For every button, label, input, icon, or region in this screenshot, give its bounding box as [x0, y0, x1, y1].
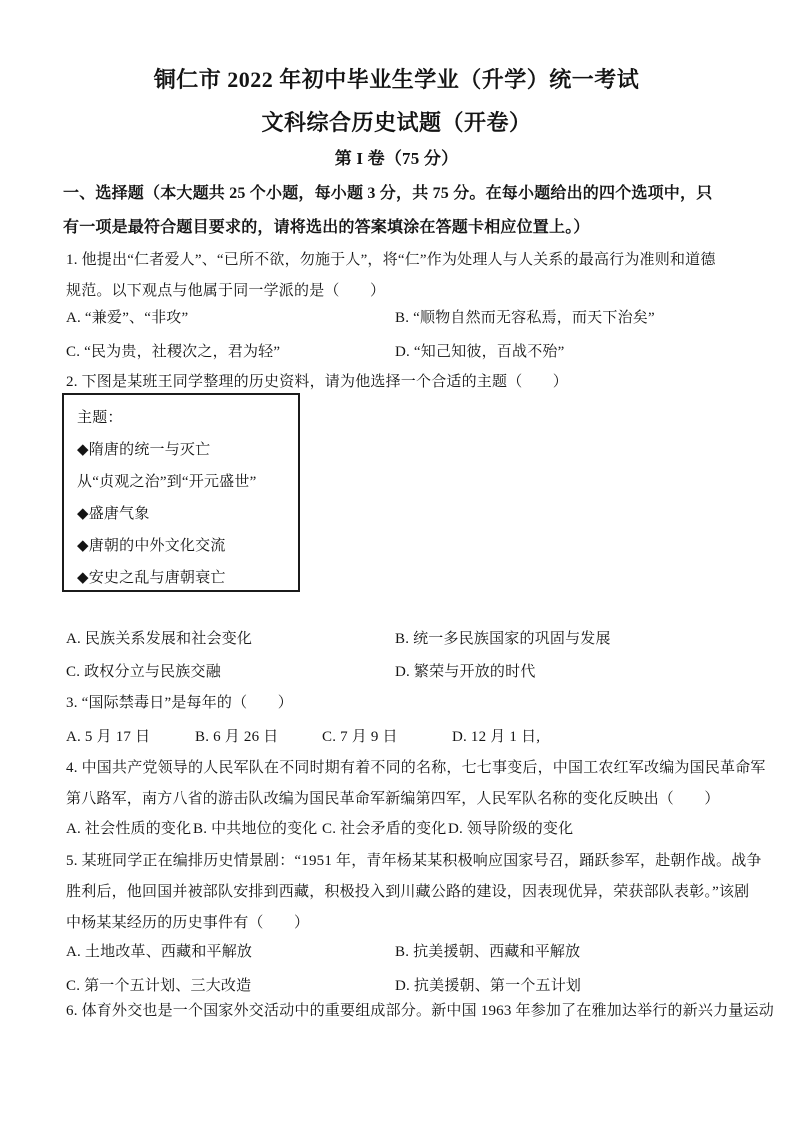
q1-option-d: D. “知己知彼，百战不殆” — [395, 344, 565, 360]
section-instructions-line-1: 一、选择题（本大题共 25 个小题，每小题 3 分，共 75 分。在每小题给出的四个选项中，只 — [63, 185, 713, 202]
q5-options-row-1 — [66, 942, 728, 962]
q4-stem-line-1: 4. 中国共产党领导的人民军队在不同时期有着不同的名称，七七事变后，中国工农红军改编为国民革命军 — [66, 760, 766, 776]
q4-option-d: D. 领导阶级的变化 — [448, 821, 574, 837]
q2-box-item-2: 从“贞观之治”到“开元盛世” — [77, 474, 257, 490]
q5-options-row-2 — [66, 976, 728, 996]
q5-option-b: B. 抗美援朝、西藏和平解放 — [395, 944, 581, 960]
q1-option-c: C. “民为贵，社稷次之，君为轻” — [66, 344, 281, 360]
exam-title: 铜仁市 2022 年初中毕业生学业（升学）统一考试 — [153, 67, 640, 92]
q4-option-c: C. 社会矛盾的变化 — [322, 821, 447, 837]
q4-options-row — [66, 819, 728, 839]
q2-box-item-1: ◆隋唐的统一与灭亡 — [77, 442, 211, 458]
q2-option-a: A. 民族关系发展和社会变化 — [66, 631, 253, 647]
q3-options-row — [66, 727, 728, 747]
q2-stem: 2. 下图是某班王同学整理的历史资料，请为他选择一个合适的主题（ ） — [66, 374, 569, 390]
q3-stem: 3. “国际禁毒日”是每年的（ ） — [66, 695, 293, 711]
q1-options-row-2 — [66, 342, 728, 362]
q4-stem-line-2: 第八路军，南方八省的游击队改编为国民革命军新编第四军，人民军队名称的变化反映出（ ） — [66, 791, 720, 807]
q5-option-a: A. 土地改革、西藏和平解放 — [66, 944, 253, 960]
q2-option-d: D. 繁荣与开放的时代 — [395, 664, 536, 680]
q2-options-row-2 — [66, 662, 728, 682]
q5-stem-line-3: 中杨某某经历的历史事件有（ ） — [66, 915, 310, 931]
q5-option-d: D. 抗美援朝、第一个五计划 — [395, 978, 582, 994]
section-instructions-line-2: 有一项是最符合题目要求的，请将选出的答案填涂在答题卡相应位置上。） — [63, 219, 590, 236]
q2-option-c: C. 政权分立与民族交融 — [66, 664, 221, 680]
q3-option-a: A. 5 月 17 日 — [66, 729, 151, 745]
q4-option-b: B. 中共地位的变化 — [193, 821, 318, 837]
q5-option-c: C. 第一个五计划、三大改造 — [66, 978, 252, 994]
q3-option-c: C. 7 月 9 日 — [322, 729, 398, 745]
q2-box-item-4: ◆唐朝的中外文化交流 — [77, 538, 226, 554]
q3-option-b: B. 6 月 26 日 — [195, 729, 279, 745]
paper-subtitle: 文科综合历史试题（开卷） — [261, 110, 532, 135]
part-heading: 第 I 卷（75 分） — [334, 149, 459, 168]
q6-stem-line-1: 6. 体育外交也是一个国家外交活动中的重要组成部分。新中国 1963 年参加了在雅加达举行的新兴力量运动 — [66, 1003, 774, 1019]
q1-stem-line-2: 规范。以下观点与他属于同一学派的是（ ） — [66, 283, 386, 299]
q2-option-b: B. 统一多民族国家的巩固与发展 — [395, 631, 611, 647]
q2-box-item-5: ◆安史之乱与唐朝衰亡 — [77, 570, 226, 586]
q1-stem-line-1: 1. 他提出“仁者爱人”、“已所不欲，勿施于人”，将“仁”作为处理人与人关系的最高行为准则和道德 — [66, 252, 716, 268]
q2-box-item-3: ◆盛唐气象 — [77, 506, 150, 522]
q3-option-d: D. 12 月 1 日, — [452, 729, 541, 745]
q1-options-row-1 — [66, 308, 728, 328]
q2-options-row-1 — [66, 629, 728, 649]
q2-box-title: 主题： — [77, 410, 123, 426]
q1-option-a: A. “兼爱”、“非攻” — [66, 310, 189, 326]
q5-stem-line-1: 5. 某班同学正在编排历史情景剧：“1951 年，青年杨某某积极响应国家号召，踊跃参军，赴朝作战。战争 — [66, 853, 762, 869]
q2-history-notes-box — [62, 393, 300, 592]
q5-stem-line-2: 胜利后，他回国并被部队安排到西藏，积极投入到川藏公路的建设，因表现优异，荣获部队表彰。”该剧 — [66, 884, 750, 900]
q1-option-b: B. “顺物自然而无容私焉，而天下治矣” — [395, 310, 655, 326]
q4-option-a: A. 社会性质的变化 — [66, 821, 192, 837]
